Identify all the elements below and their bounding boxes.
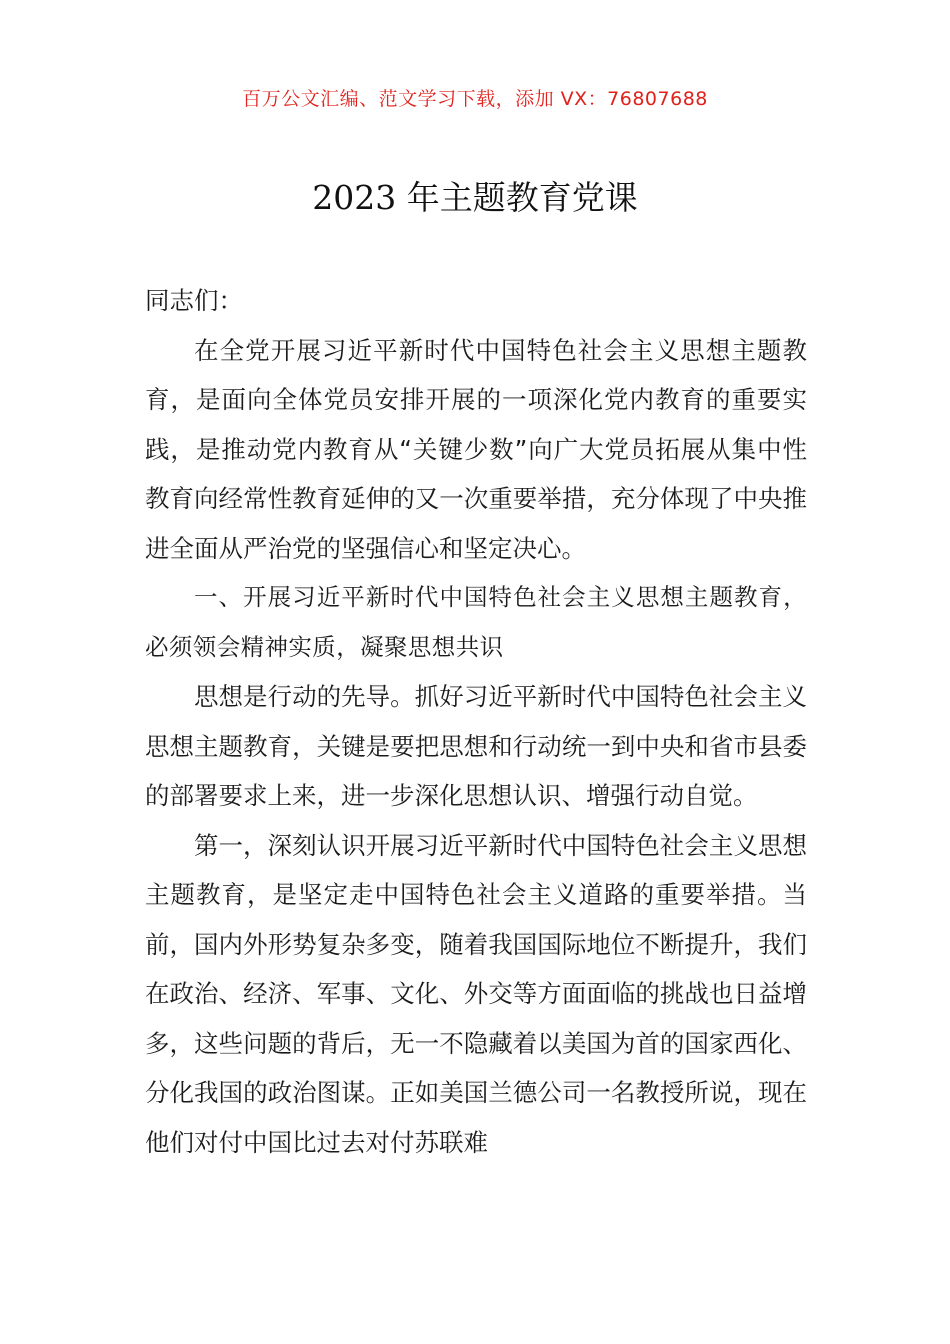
paragraph-thought: 思想是行动的先导。抓好习近平新时代中国特色社会主义思想主题教育，关键是要把思想和行动统一到中央和省市县委的部署要求上来，进一步深化思想认识、增强行动自觉。 <box>145 682 807 810</box>
document-title: 2023 年主题教育党课 <box>312 178 638 217</box>
paragraph-intro: 在全党开展习近平新时代中国特色社会主义思想主题教育，是面向全体党员安排开展的一项深化党内教育的重要实践，是推动党内教育从“关键少数”向广大党员拓展从集中性教育向经常性教育延伸的又一次重要举措，充分体现了中央推进全面从严治党的坚强信心和坚定决心。 <box>145 335 807 563</box>
paragraph-first-point: 第一，深刻认识开展习近平新时代中国特色社会主义思想主题教育，是坚定走中国特色社会主义道路的重要举措。当前，国内外形势复杂多变，随着我国国际地位不断提升，我们在政治、经济、军事、文化、外交等方面面临的挑战也日益增多，这些问题的背后，无一不隐藏着以美国为首的国家西化、分化我国的政治图谋。正如美国兰德公司一名教授所说，现在他们对付中国比过去对付苏联难 <box>145 830 807 1157</box>
document-body <box>145 276 807 1167</box>
promo-banner: 百万公文汇编、范文学习下载，添加 VX：76807688 <box>242 88 708 110</box>
salutation: 同志们： <box>145 286 243 315</box>
section-heading-1: 一、开展习近平新时代中国特色社会主义思想主题教育，必须领会精神实质，凝聚思想共识 <box>145 583 807 661</box>
